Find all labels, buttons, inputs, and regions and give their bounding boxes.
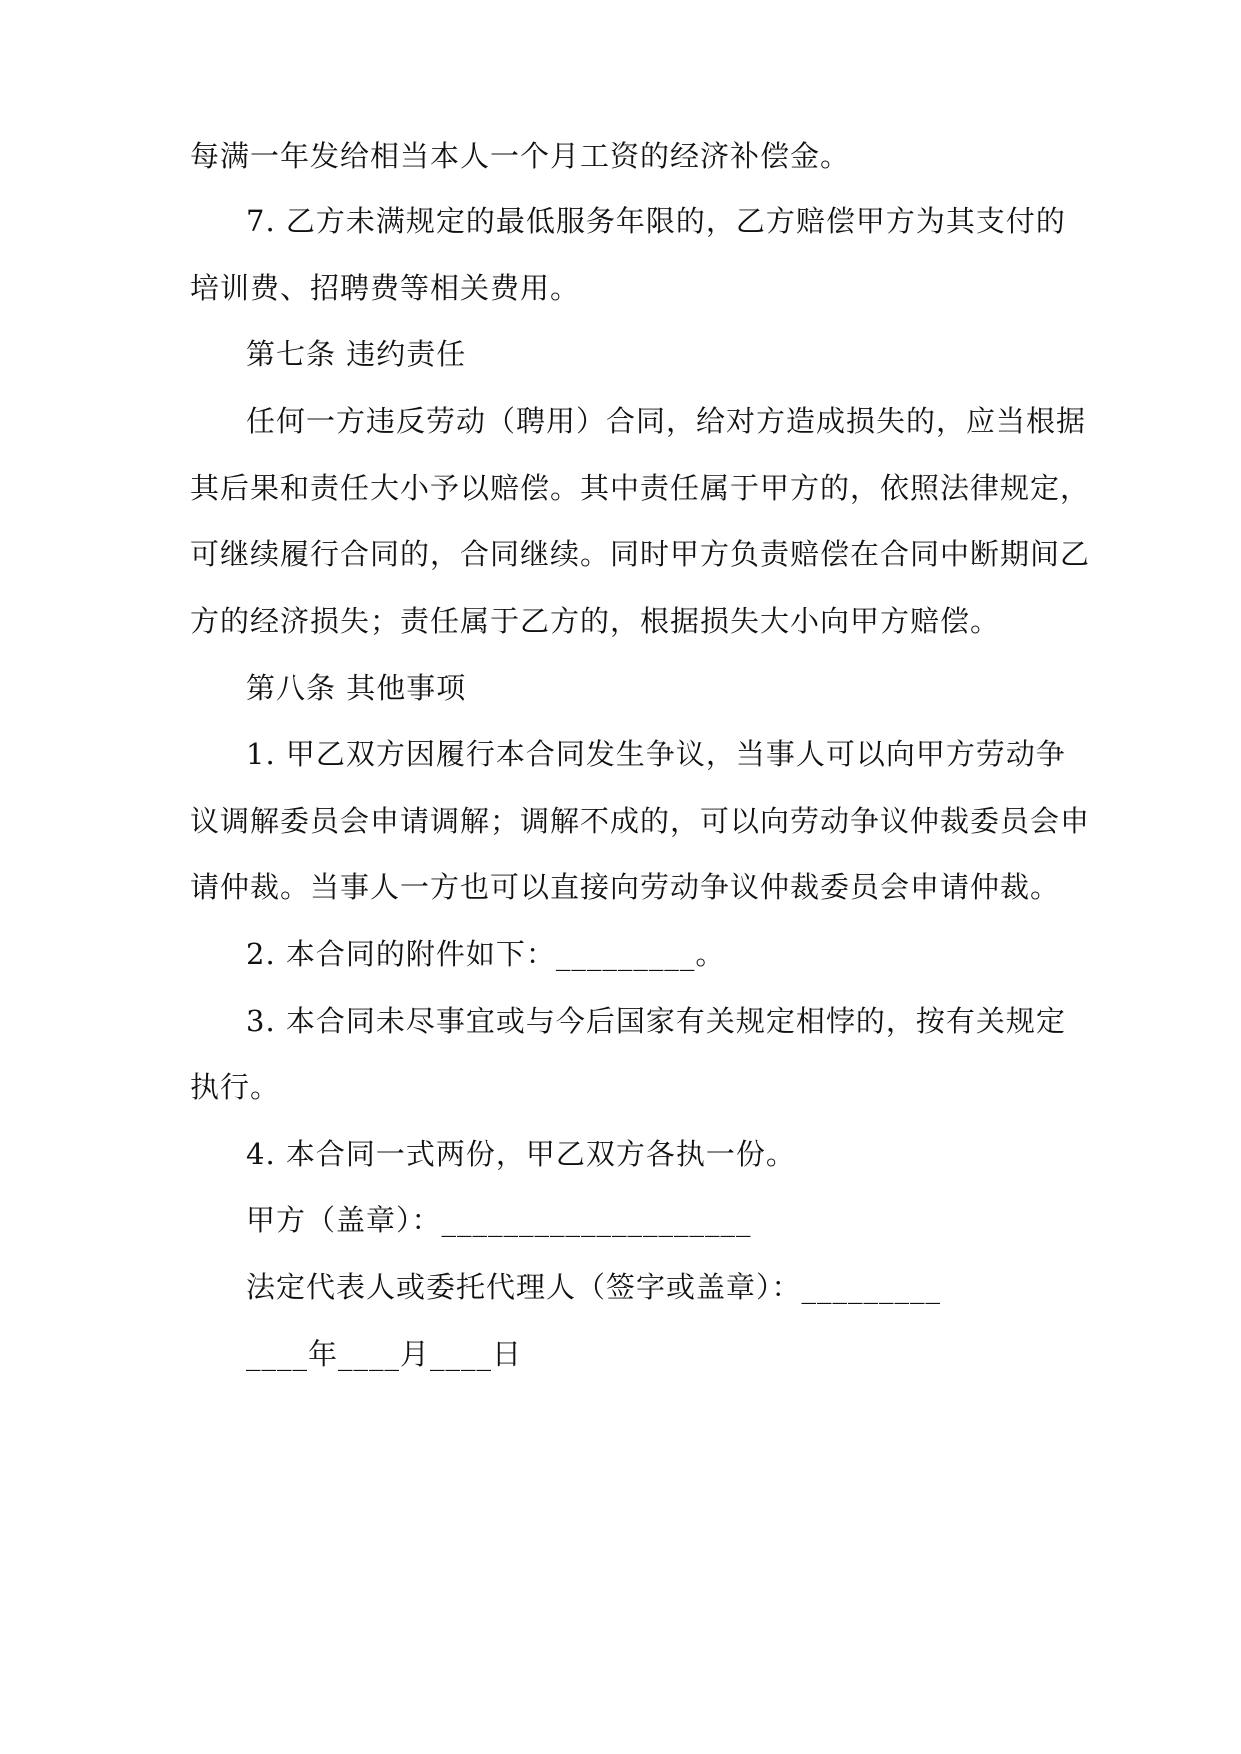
paragraph-line: 执行。	[190, 1070, 281, 1104]
paragraph-line: 1. 甲乙双方因履行本合同发生争议，当事人可以向甲方劳动争	[246, 737, 1066, 771]
signature-representative: 法定代表人或委托代理人（签字或盖章）：_________	[246, 1270, 942, 1304]
signature-party-a: 甲方（盖章）：____________________	[246, 1203, 752, 1237]
paragraph-line: 4. 本合同一式两份，甲乙双方各执一份。	[246, 1137, 796, 1171]
section-heading: 第七条 违约责任	[246, 337, 467, 371]
paragraph-line: 可继续履行合同的，合同继续。同时甲方负责赔偿在合同中断期间乙	[190, 537, 1091, 571]
section-heading: 第八条 其他事项	[246, 671, 467, 705]
paragraph-line: 其后果和责任大小予以赔偿。其中责任属于甲方的，依照法律规定，	[190, 471, 1091, 505]
paragraph-line: 2. 本合同的附件如下：_________。	[246, 937, 726, 971]
paragraph-line: 任何一方违反劳动（聘用）合同，给对方造成损失的，应当根据	[246, 404, 1087, 438]
paragraph-line: 方的经济损失；责任属于乙方的，根据损失大小向甲方赔偿。	[190, 604, 1001, 638]
paragraph-line: 3. 本合同未尽事宜或与今后国家有关规定相悖的，按有关规定	[246, 1004, 1066, 1038]
paragraph-line: 每满一年发给相当本人一个月工资的经济补偿金。	[190, 139, 851, 173]
paragraph-line: 请仲裁。当事人一方也可以直接向劳动争议仲裁委员会申请仲裁。	[190, 870, 1061, 904]
signature-date: ____年____月____日	[246, 1337, 523, 1371]
paragraph-line: 议调解委员会申请调解；调解不成的，可以向劳动争议仲裁委员会申	[190, 804, 1091, 838]
paragraph-line: 7. 乙方未满规定的最低服务年限的，乙方赔偿甲方为其支付的	[246, 204, 1066, 238]
paragraph-line: 培训费、招聘费等相关费用。	[190, 271, 581, 305]
